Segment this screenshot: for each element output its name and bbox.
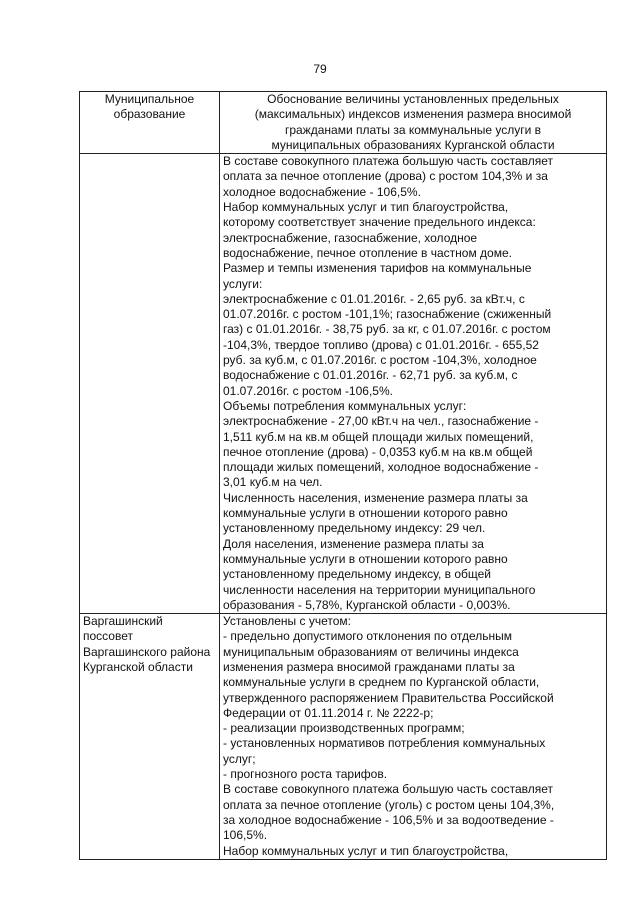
text-line: -104,3%, твердое топливо (дрова) с 01.01.2016г. - 655,52: [223, 337, 539, 352]
text-line: установленному предельному индексу, в общей: [223, 567, 491, 582]
text-line: 106,5%.: [223, 828, 268, 843]
text-line: коммунальные услуги в среднем по Курганской области,: [223, 675, 540, 690]
text-line: Обоснование величины установленных предельных: [267, 92, 559, 106]
municipality-cell: [80, 614, 220, 860]
municipality-cell: [80, 154, 220, 614]
text-line: услуги:: [223, 276, 263, 291]
text-line: Численность населения, изменение размера платы за: [223, 490, 528, 505]
text-line: В составе совокупного платежа большую часть составляет: [223, 154, 554, 169]
text-line: утвержденного распоряжением Правительства Российской: [223, 690, 554, 705]
text-line: Объемы потребления коммунальных услуг:: [223, 398, 467, 413]
table-header-row: [80, 92, 607, 154]
text-line: Курганской области: [83, 659, 193, 674]
text-line: Федерации от 01.11.2014 г. № 2222-р;: [223, 705, 434, 720]
text-line: Муниципальное: [104, 92, 195, 106]
text-line: (максимальных) индексов изменения размера вносимой: [254, 107, 572, 122]
text-line: 1,511 куб.м на кв.м общей площади жилых помещений,: [223, 429, 534, 444]
text-line: водоснабжение, печное отопление в частном доме.: [223, 245, 512, 260]
text-line: 3,01 куб.м на чел.: [223, 475, 323, 490]
text-line: Варгашинского района: [83, 644, 211, 659]
text-line: Установлены с учетом:: [223, 614, 351, 629]
header-justification: [220, 92, 607, 154]
text-line: - прогнозного роста тарифов.: [223, 767, 388, 782]
text-line: 01.07.2016г. с ростом -101,1%; газоснабжение (сжиженный: [223, 307, 552, 322]
text-line: установленному предельному индексу: 29 чел.: [223, 521, 486, 536]
text-line: электроснабжение, газоснабжение, холодное: [223, 230, 478, 245]
text-line: Размер и темпы изменения тарифов на коммунальные: [223, 261, 532, 276]
text-line: за холодное водоснабжение - 106,5% и за водоотведение -: [223, 812, 554, 827]
text-line: численности населения на территории муниципального: [223, 582, 536, 597]
text-line: муниципальных образованиях Курганской области: [271, 137, 555, 152]
text-line: 01.07.2016г. с ростом -106,5%.: [223, 383, 393, 398]
text-line: услуг;: [223, 751, 256, 766]
header-municipality: [80, 92, 220, 154]
text-line: оплата за печное отопление (дрова) с ростом 104,3% и за: [223, 169, 548, 184]
page-number: 79: [313, 62, 327, 76]
text-line: оплата за печное отопление (уголь) с ростом цены 104,3%,: [223, 797, 555, 812]
text-line: электроснабжение с 01.01.2016г. - 2,65 руб. за кВт.ч, с: [223, 291, 525, 306]
table-row: [80, 614, 607, 860]
text-line: руб. за куб.м, с 01.07.2016г. с ростом -104,3%, холодное: [223, 353, 537, 368]
justification-cell: [220, 614, 607, 860]
text-line: гражданами платы за коммунальные услуги в: [284, 122, 542, 137]
tariff-index-table: [79, 91, 607, 860]
justification-cell: [220, 154, 607, 614]
text-line: образование: [113, 107, 186, 122]
text-line: - реализации производственных программ;: [223, 721, 465, 736]
text-line: Доля населения, изменение размера платы за: [223, 536, 484, 551]
text-line: которому соответствует значение предельного индекса:: [223, 215, 536, 230]
table-row: [80, 154, 607, 614]
text-line: электроснабжение - 27,00 кВт.ч на чел., газоснабжение -: [223, 414, 539, 429]
text-line: коммунальные услуги в отношении которого равно: [223, 551, 508, 566]
text-line: Варгашинский: [83, 614, 163, 629]
text-line: газ) с 01.01.2016г. - 38,75 руб. за кг, с 01.07.2016г. с ростом: [223, 322, 551, 337]
text-line: площади жилых помещений, холодное водоснабжение -: [223, 460, 539, 475]
text-line: изменения размера вносимой гражданами платы за: [223, 659, 515, 674]
text-line: поссовет: [83, 629, 133, 644]
text-line: холодное водоснабжение - 106,5%.: [223, 184, 421, 199]
text-line: - установленных нормативов потребления коммунальных: [223, 736, 546, 751]
text-line: Набор коммунальных услуг и тип благоустройства,: [223, 843, 509, 858]
text-line: коммунальные услуги в отношении которого равно: [223, 506, 508, 521]
text-line: Набор коммунальных услуг и тип благоустройства,: [223, 200, 509, 215]
text-line: образования - 5,78%, Курганской области - 0,003%.: [223, 597, 511, 612]
text-line: муниципальным образованиям от величины индекса: [223, 644, 519, 659]
text-line: водоснабжение с 01.01.2016г. - 62,71 руб. за куб.м, с: [223, 368, 518, 383]
text-line: - предельно допустимого отклонения по отдельным: [223, 629, 512, 644]
text-line: печное отопление (дрова) - 0,0353 куб.м на кв.м общей: [223, 444, 533, 459]
text-line: В составе совокупного платежа большую часть составляет: [223, 782, 554, 797]
